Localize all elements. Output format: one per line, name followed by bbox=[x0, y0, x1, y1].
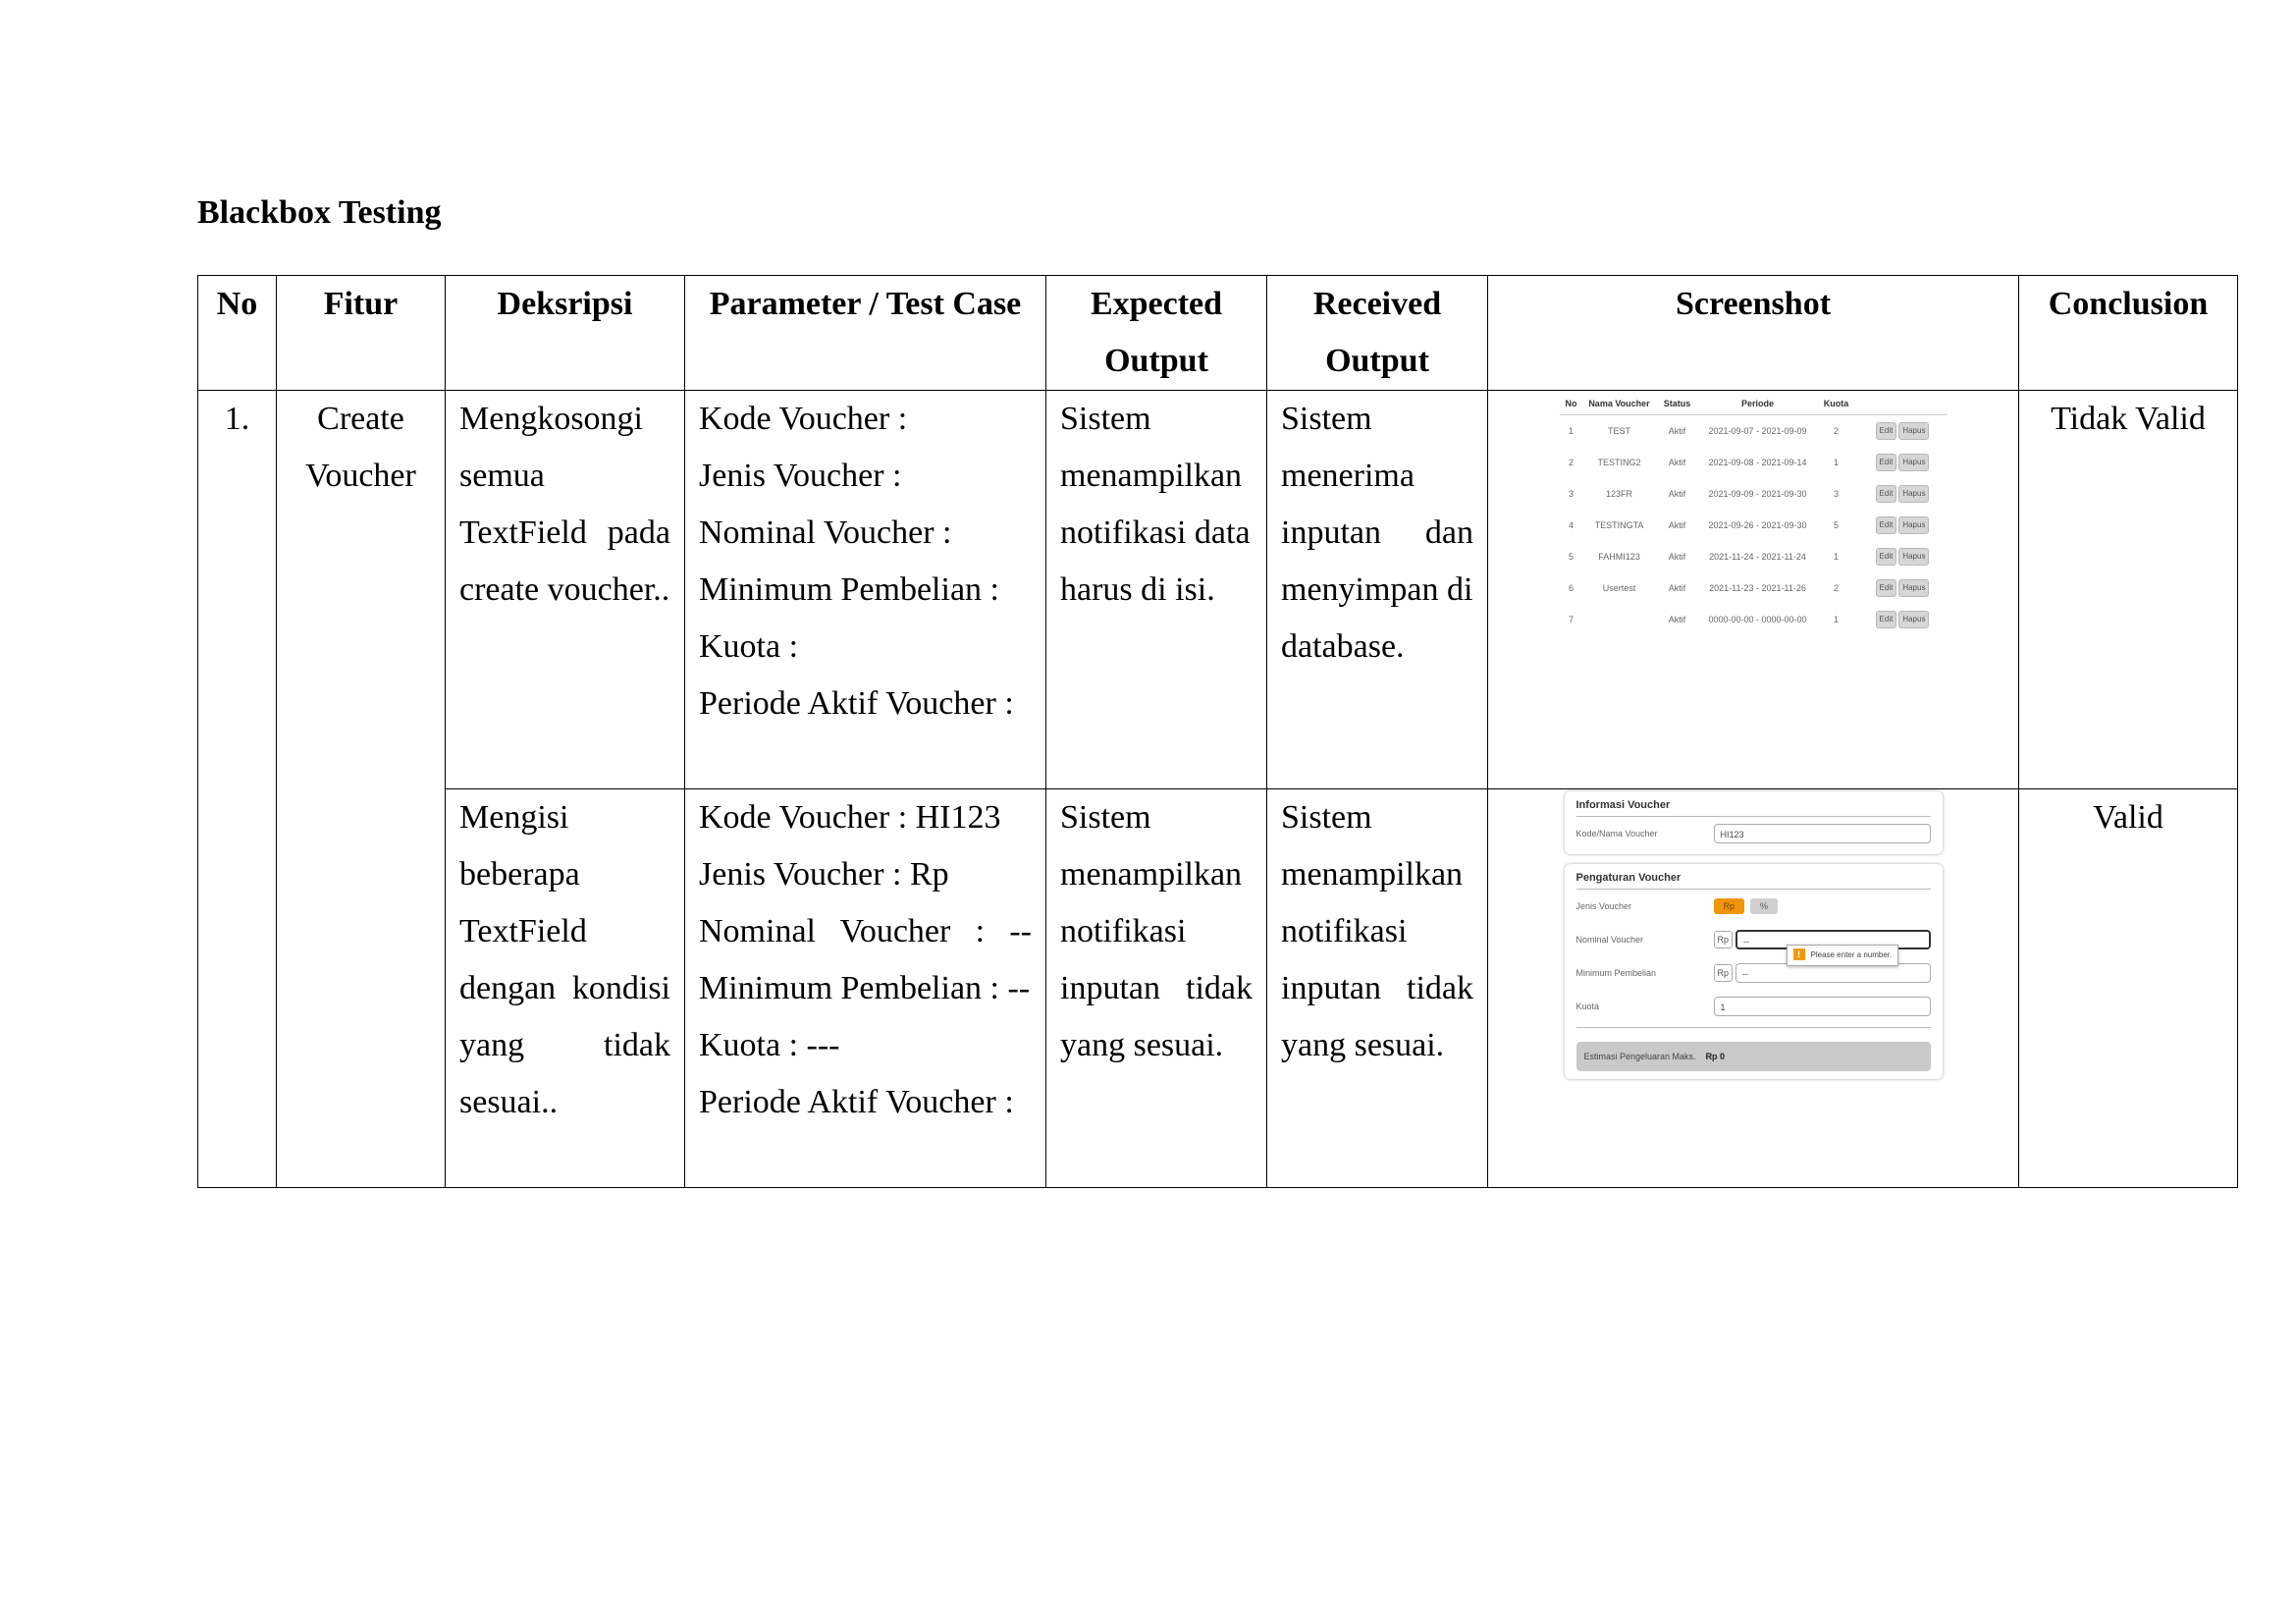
text-line: Periode Aktif Voucher : bbox=[699, 1084, 1014, 1120]
voucher-col-status: Status bbox=[1656, 393, 1699, 415]
text-line: Mengkosongi bbox=[459, 401, 643, 437]
voucher-name: FAHMI123 bbox=[1598, 552, 1640, 562]
row-conclusion: Tidak Valid bbox=[2019, 391, 2238, 789]
text-line: dengan kondisi bbox=[459, 970, 670, 1006]
text-line: menampilkan bbox=[1060, 856, 1243, 893]
header-fitur: Fitur bbox=[277, 276, 446, 391]
voucher-kuota: 3 bbox=[1833, 489, 1839, 499]
divider bbox=[1576, 1027, 1931, 1028]
kuota-label: Kuota bbox=[1575, 1001, 1600, 1011]
row-screenshot bbox=[1488, 391, 2019, 789]
voucher-name: 123FR bbox=[1605, 489, 1632, 499]
voucher-row bbox=[1560, 510, 1948, 541]
voucher-periode: 2021-11-24 - 2021-11-24 bbox=[1709, 552, 1806, 562]
header-screenshot: Screenshot bbox=[1488, 276, 2019, 391]
info-panel bbox=[1565, 791, 1943, 854]
hapus-button: Hapus bbox=[1898, 579, 1929, 597]
kode-input: HI123 bbox=[1714, 824, 1931, 843]
hapus-button: Hapus bbox=[1898, 516, 1929, 534]
voucher-name: TESTING2 bbox=[1597, 458, 1641, 467]
text-line: database. bbox=[1281, 628, 1405, 665]
text-line: Periode Aktif Voucher : bbox=[699, 685, 1014, 722]
kuota-row bbox=[1576, 990, 1931, 1023]
text-line: Kode Voucher : bbox=[699, 401, 908, 437]
text-line: menyimpan di bbox=[1281, 571, 1473, 608]
voucher-periode: 2021-11-23 - 2021-11-26 bbox=[1709, 583, 1806, 593]
text-line: sesuai.. bbox=[459, 1084, 559, 1120]
voucher-no: 2 bbox=[1568, 458, 1574, 467]
voucher-row bbox=[1560, 478, 1948, 510]
voucher-col-periode: Periode bbox=[1699, 393, 1817, 415]
row-received-output bbox=[1267, 789, 1488, 1188]
row-screenshot bbox=[1488, 789, 2019, 1188]
row-expected-output bbox=[1046, 789, 1267, 1188]
voucher-status: Aktif bbox=[1668, 583, 1686, 593]
text-line: menerima bbox=[1281, 458, 1415, 494]
jenis-rp-option: Rp bbox=[1714, 898, 1745, 914]
voucher-no: 6 bbox=[1568, 583, 1574, 593]
kuota-input: 1 bbox=[1714, 997, 1931, 1016]
row-deskripsi bbox=[446, 789, 685, 1188]
text-line: notifikasi bbox=[1281, 913, 1408, 949]
voucher-kuota: 1 bbox=[1833, 552, 1839, 562]
text-line: Minimum Pembelian : -- bbox=[699, 970, 1031, 1006]
text-line: TextField bbox=[459, 913, 587, 949]
voucher-name: TESTINGTA bbox=[1594, 520, 1644, 530]
text-line: inputan dan bbox=[1281, 514, 1473, 551]
voucher-row bbox=[1560, 604, 1948, 635]
edit-button: Edit bbox=[1876, 548, 1897, 566]
estimasi-value: Rp 0 bbox=[1705, 1052, 1726, 1061]
text-line: yang sesuai. bbox=[1281, 1027, 1445, 1063]
voucher-no: 1 bbox=[1568, 426, 1574, 436]
kode-row bbox=[1576, 817, 1931, 850]
voucher-periode: 2021-09-26 - 2021-09-30 bbox=[1708, 520, 1807, 530]
nominal-label: Nominal Voucher bbox=[1575, 935, 1644, 945]
voucher-col-kuota: Kuota bbox=[1817, 393, 1856, 415]
jenis-label: Jenis Voucher bbox=[1575, 901, 1632, 911]
edit-button: Edit bbox=[1876, 485, 1897, 503]
row-expected-output bbox=[1046, 391, 1267, 789]
voucher-col-nama: Nama Voucher bbox=[1583, 393, 1656, 415]
row-received-output bbox=[1267, 391, 1488, 789]
table-row bbox=[198, 391, 2238, 789]
row-number: 1. bbox=[198, 391, 277, 1188]
text-line: notifikasi data bbox=[1060, 514, 1251, 551]
voucher-periode: 0000-00-00 - 0000-00-00 bbox=[1708, 615, 1807, 624]
header-no: No bbox=[198, 276, 277, 391]
jenis-row bbox=[1576, 890, 1931, 923]
nominal-input: -- bbox=[1735, 930, 1930, 949]
voucher-name bbox=[1583, 604, 1656, 635]
voucher-col-actions bbox=[1856, 393, 1948, 415]
estimasi-bar bbox=[1576, 1042, 1931, 1071]
hapus-button: Hapus bbox=[1898, 611, 1929, 628]
text-line: Kuota : --- bbox=[699, 1027, 840, 1063]
text-line: inputan tidak bbox=[1281, 970, 1473, 1006]
minimum-label: Minimum Pembelian bbox=[1575, 968, 1657, 978]
text-line: Sistem bbox=[1281, 799, 1372, 836]
voucher-actions bbox=[1856, 510, 1948, 541]
voucher-no: 3 bbox=[1568, 489, 1574, 499]
voucher-list-screenshot bbox=[1560, 393, 1948, 635]
text-line: inputan tidak bbox=[1060, 970, 1253, 1006]
text-line: menampilkan bbox=[1060, 458, 1243, 494]
text-line: Kode Voucher : HI123 bbox=[699, 799, 1001, 836]
voucher-kuota: 5 bbox=[1833, 520, 1839, 530]
hapus-button: Hapus bbox=[1898, 485, 1929, 503]
validation-tooltip bbox=[1787, 945, 1899, 966]
voucher-row bbox=[1560, 415, 1948, 448]
info-title: Informasi Voucher bbox=[1576, 797, 1931, 817]
voucher-status: Aktif bbox=[1668, 552, 1686, 562]
row-conclusion: Valid bbox=[2019, 789, 2238, 1188]
voucher-status: Aktif bbox=[1668, 520, 1686, 530]
header-parameter: Parameter / Test Case bbox=[685, 276, 1046, 391]
voucher-actions bbox=[1856, 541, 1948, 572]
text-line: Nominal Voucher : bbox=[699, 514, 952, 551]
edit-button: Edit bbox=[1876, 611, 1897, 628]
hapus-button: Hapus bbox=[1898, 548, 1929, 566]
warning-icon: ! bbox=[1793, 948, 1805, 960]
voucher-actions bbox=[1856, 415, 1948, 448]
text-line: create voucher.. bbox=[459, 571, 670, 608]
voucher-name: TEST bbox=[1607, 426, 1630, 436]
voucher-name: Usertest bbox=[1602, 583, 1636, 593]
nominal-row bbox=[1575, 923, 1931, 959]
minimum-prefix: Rp bbox=[1714, 964, 1734, 982]
voucher-periode: 2021-09-09 - 2021-09-30 bbox=[1708, 489, 1807, 499]
text-line: Nominal Voucher : -- bbox=[699, 913, 1032, 949]
tooltip-text: Please enter a number. bbox=[1810, 950, 1893, 959]
voucher-actions bbox=[1856, 447, 1948, 478]
text-line: notifikasi bbox=[1060, 913, 1187, 949]
text-line: menampilkan bbox=[1281, 856, 1464, 893]
voucher-list-table bbox=[1560, 393, 1948, 635]
voucher-actions bbox=[1856, 572, 1948, 604]
hapus-button: Hapus bbox=[1898, 454, 1929, 471]
nominal-prefix: Rp bbox=[1714, 931, 1734, 948]
voucher-kuota: 2 bbox=[1833, 583, 1839, 593]
voucher-periode: 2021-09-08 - 2021-09-14 bbox=[1708, 458, 1807, 467]
row-parameter bbox=[685, 789, 1046, 1188]
voucher-kuota: 2 bbox=[1833, 426, 1839, 436]
text-line: yang sesuai. bbox=[1060, 1027, 1224, 1063]
voucher-periode: 2021-09-07 - 2021-09-09 bbox=[1708, 426, 1807, 436]
header-conclusion: Conclusion bbox=[2019, 276, 2238, 391]
voucher-actions bbox=[1856, 478, 1948, 510]
estimasi-label: Estimasi Pengeluaran Maks. bbox=[1583, 1052, 1696, 1061]
voucher-status: Aktif bbox=[1668, 615, 1686, 624]
voucher-row bbox=[1560, 447, 1948, 478]
pengaturan-title: Pengaturan Voucher bbox=[1576, 870, 1931, 890]
document-title: Blackbox Testing bbox=[197, 194, 442, 231]
jenis-percent-option: % bbox=[1750, 898, 1778, 914]
pengaturan-panel bbox=[1565, 864, 1943, 1079]
text-line: TextField pada bbox=[459, 514, 670, 551]
header-expected-output: Expected Output bbox=[1046, 276, 1267, 391]
text-line: Sistem bbox=[1281, 401, 1372, 437]
header-deskripsi: Deksripsi bbox=[446, 276, 685, 391]
minimum-input: -- bbox=[1735, 963, 1930, 983]
voucher-actions bbox=[1856, 604, 1948, 635]
blackbox-testing-table bbox=[197, 275, 2238, 1188]
edit-button: Edit bbox=[1876, 516, 1897, 534]
voucher-status: Aktif bbox=[1668, 426, 1686, 436]
text-line: Mengisi bbox=[459, 799, 569, 836]
text-line: Kuota : bbox=[699, 628, 799, 665]
voucher-col-no: No bbox=[1560, 393, 1583, 415]
text-line: harus di isi. bbox=[1060, 571, 1215, 608]
edit-button: Edit bbox=[1876, 579, 1897, 597]
text-line: Sistem bbox=[1060, 401, 1151, 437]
row-parameter bbox=[685, 391, 1046, 789]
voucher-status: Aktif bbox=[1668, 458, 1686, 467]
header-received-output: Received Output bbox=[1267, 276, 1488, 391]
text-line: beberapa bbox=[459, 856, 580, 893]
voucher-row bbox=[1560, 572, 1948, 604]
text-line: semua bbox=[459, 458, 545, 494]
voucher-status: Aktif bbox=[1668, 489, 1686, 499]
text-line: Sistem bbox=[1060, 799, 1151, 836]
voucher-no: 7 bbox=[1568, 615, 1574, 624]
voucher-no: 4 bbox=[1568, 520, 1574, 530]
voucher-form-screenshot bbox=[1565, 791, 1943, 1079]
edit-button: Edit bbox=[1876, 454, 1897, 471]
text-line: Jenis Voucher : Rp bbox=[699, 856, 949, 893]
text-line: Minimum Pembelian : bbox=[699, 571, 999, 608]
kode-label: Kode/Nama Voucher bbox=[1575, 829, 1658, 839]
edit-button: Edit bbox=[1876, 422, 1897, 440]
row-fitur: Create Voucher bbox=[277, 391, 446, 1188]
table-row bbox=[198, 789, 2238, 1188]
voucher-kuota: 1 bbox=[1833, 458, 1839, 467]
text-line: Jenis Voucher : bbox=[699, 458, 902, 494]
voucher-no: 5 bbox=[1568, 552, 1574, 562]
header-row bbox=[198, 276, 2238, 391]
hapus-button: Hapus bbox=[1898, 422, 1929, 440]
voucher-row bbox=[1560, 541, 1948, 572]
voucher-kuota: 1 bbox=[1833, 615, 1839, 624]
text-line: yang tidak bbox=[459, 1027, 670, 1063]
row-deskripsi bbox=[446, 391, 685, 789]
